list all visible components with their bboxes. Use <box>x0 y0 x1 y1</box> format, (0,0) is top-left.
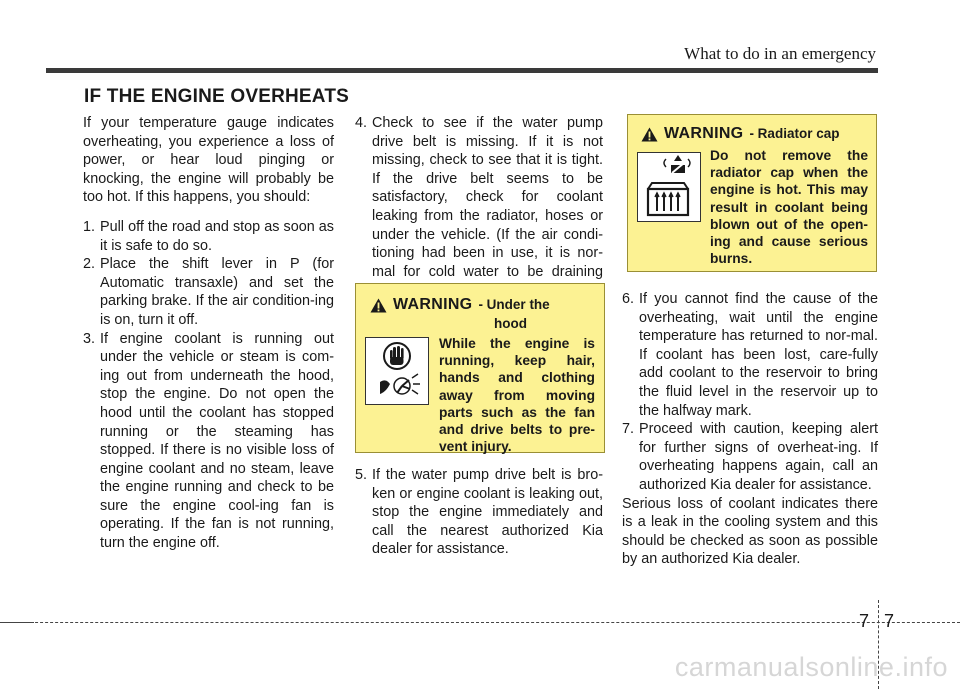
chapter-number: 7 <box>859 611 870 631</box>
warning-box-radiator-cap <box>627 114 877 272</box>
fan-hazard-icon <box>380 374 420 394</box>
step-text: Place the shift lever in P (for Automatic transaxle) and set the parking brake. If the air condition-ing is on, turn it off. <box>100 256 334 328</box>
warning-header <box>641 125 839 143</box>
chapter-title: What to do in an emergency <box>684 44 876 63</box>
watermark: carmanualsonline.info <box>674 652 948 682</box>
warning-subtitle: - Radiator cap <box>749 126 840 141</box>
header-rule <box>46 68 878 73</box>
step-text: If the water pump drive belt is bro-ken or engine coolant is leaking out, stop the engine immediately and call the nearest authorized Kia dealer for assistance. <box>372 467 603 558</box>
warning-box-under-hood <box>355 283 605 453</box>
step-text: If engine coolant is running out under the vehicle or steam is com-ing out from underneath the hood, stop the engine. Do not open the hood until the coolant has stopped running or the steaming has stopped. If there is no visible loss of engine coolant and no steam, leave the engine running and check to be sure the engine cool-ing fan is operating. If the fan is not running, turn the engine off. <box>100 330 334 552</box>
warning-triangle-icon <box>370 298 387 313</box>
step-7 <box>622 420 878 494</box>
step-2 <box>83 255 334 329</box>
step-5 <box>355 466 603 559</box>
step-number: 4. <box>355 115 368 131</box>
warning-subtitle-cont: hood <box>494 316 527 331</box>
step-number: 3. <box>83 330 96 347</box>
step-number: 6. <box>622 291 635 307</box>
column-middle <box>355 114 603 300</box>
footer-rule-left <box>0 622 34 623</box>
warning-triangle-icon <box>641 127 658 142</box>
step-text: Check to see if the water pump drive belt is missing. If it is not missing, check to see that it is tight. If the drive belt seems to be satisfactory, check for coolant leaking from the radiator, hoses or under the vehicle. (If the air condi-tioning had been in use, it is nor-mal for cold water to be draining <box>372 115 603 280</box>
step-3 <box>83 330 334 553</box>
hand-stop-icon <box>366 338 428 404</box>
column-middle-lower <box>355 466 603 559</box>
radiator-steam-icon <box>638 153 700 221</box>
hazard-icons-box <box>365 337 429 405</box>
step-number: 7. <box>622 421 635 438</box>
footer-rule <box>0 622 960 623</box>
step-number: 2. <box>83 256 96 273</box>
warning-header <box>370 296 550 314</box>
step-number: 1. <box>83 218 96 235</box>
warning-body: While the engine is running, keep hair, hands and clothing away from moving parts such as the fan and drive belts to pre-vent injury. <box>439 336 595 455</box>
page-number: 7 <box>884 611 895 631</box>
step-1 <box>83 218 334 255</box>
step-number: 5. <box>355 467 368 483</box>
step-text: If you cannot find the cause of the overheating, wait until the engine temperature has returned to nor-mal. If coolant has been lost, care-fully add coolant to the reservoir to bring the fluid level in the reservoir up to the halfway mark. <box>639 291 878 419</box>
step-text: Pull off the road and stop as soon as it is safe to do so. <box>100 218 334 254</box>
warning-body: Do not remove the radiator cap when the engine is hot. This may result in coolant being blown out of the open-ing and cause serious burns. <box>710 148 868 267</box>
section-title: IF THE ENGINE OVERHEATS <box>84 86 349 107</box>
warning-label: WARNING <box>393 296 473 313</box>
step-4 <box>355 114 603 300</box>
warning-label: WARNING <box>664 125 744 142</box>
step-text: Proceed with caution, keeping alert for further signs of overheat-ing. If overheating happens again, call an authorized Kia dealer for assistance. <box>639 421 878 493</box>
column-right <box>622 290 878 569</box>
step-6 <box>622 290 878 420</box>
intro-paragraph: If your temperature gauge indicates overheating, you experience a loss of power, or hear loud pinging or knocking, the engine will probably be too hot. If this happens, you should: <box>83 115 334 206</box>
column-left <box>83 114 334 553</box>
radiator-steam-icon-box <box>637 152 701 222</box>
closing-paragraph: Serious loss of coolant indicates there is a leak in the cooling system and this should be checked as soon as possible by an authorized Kia dealer. <box>622 495 878 568</box>
warning-subtitle: - Under the <box>478 297 550 312</box>
